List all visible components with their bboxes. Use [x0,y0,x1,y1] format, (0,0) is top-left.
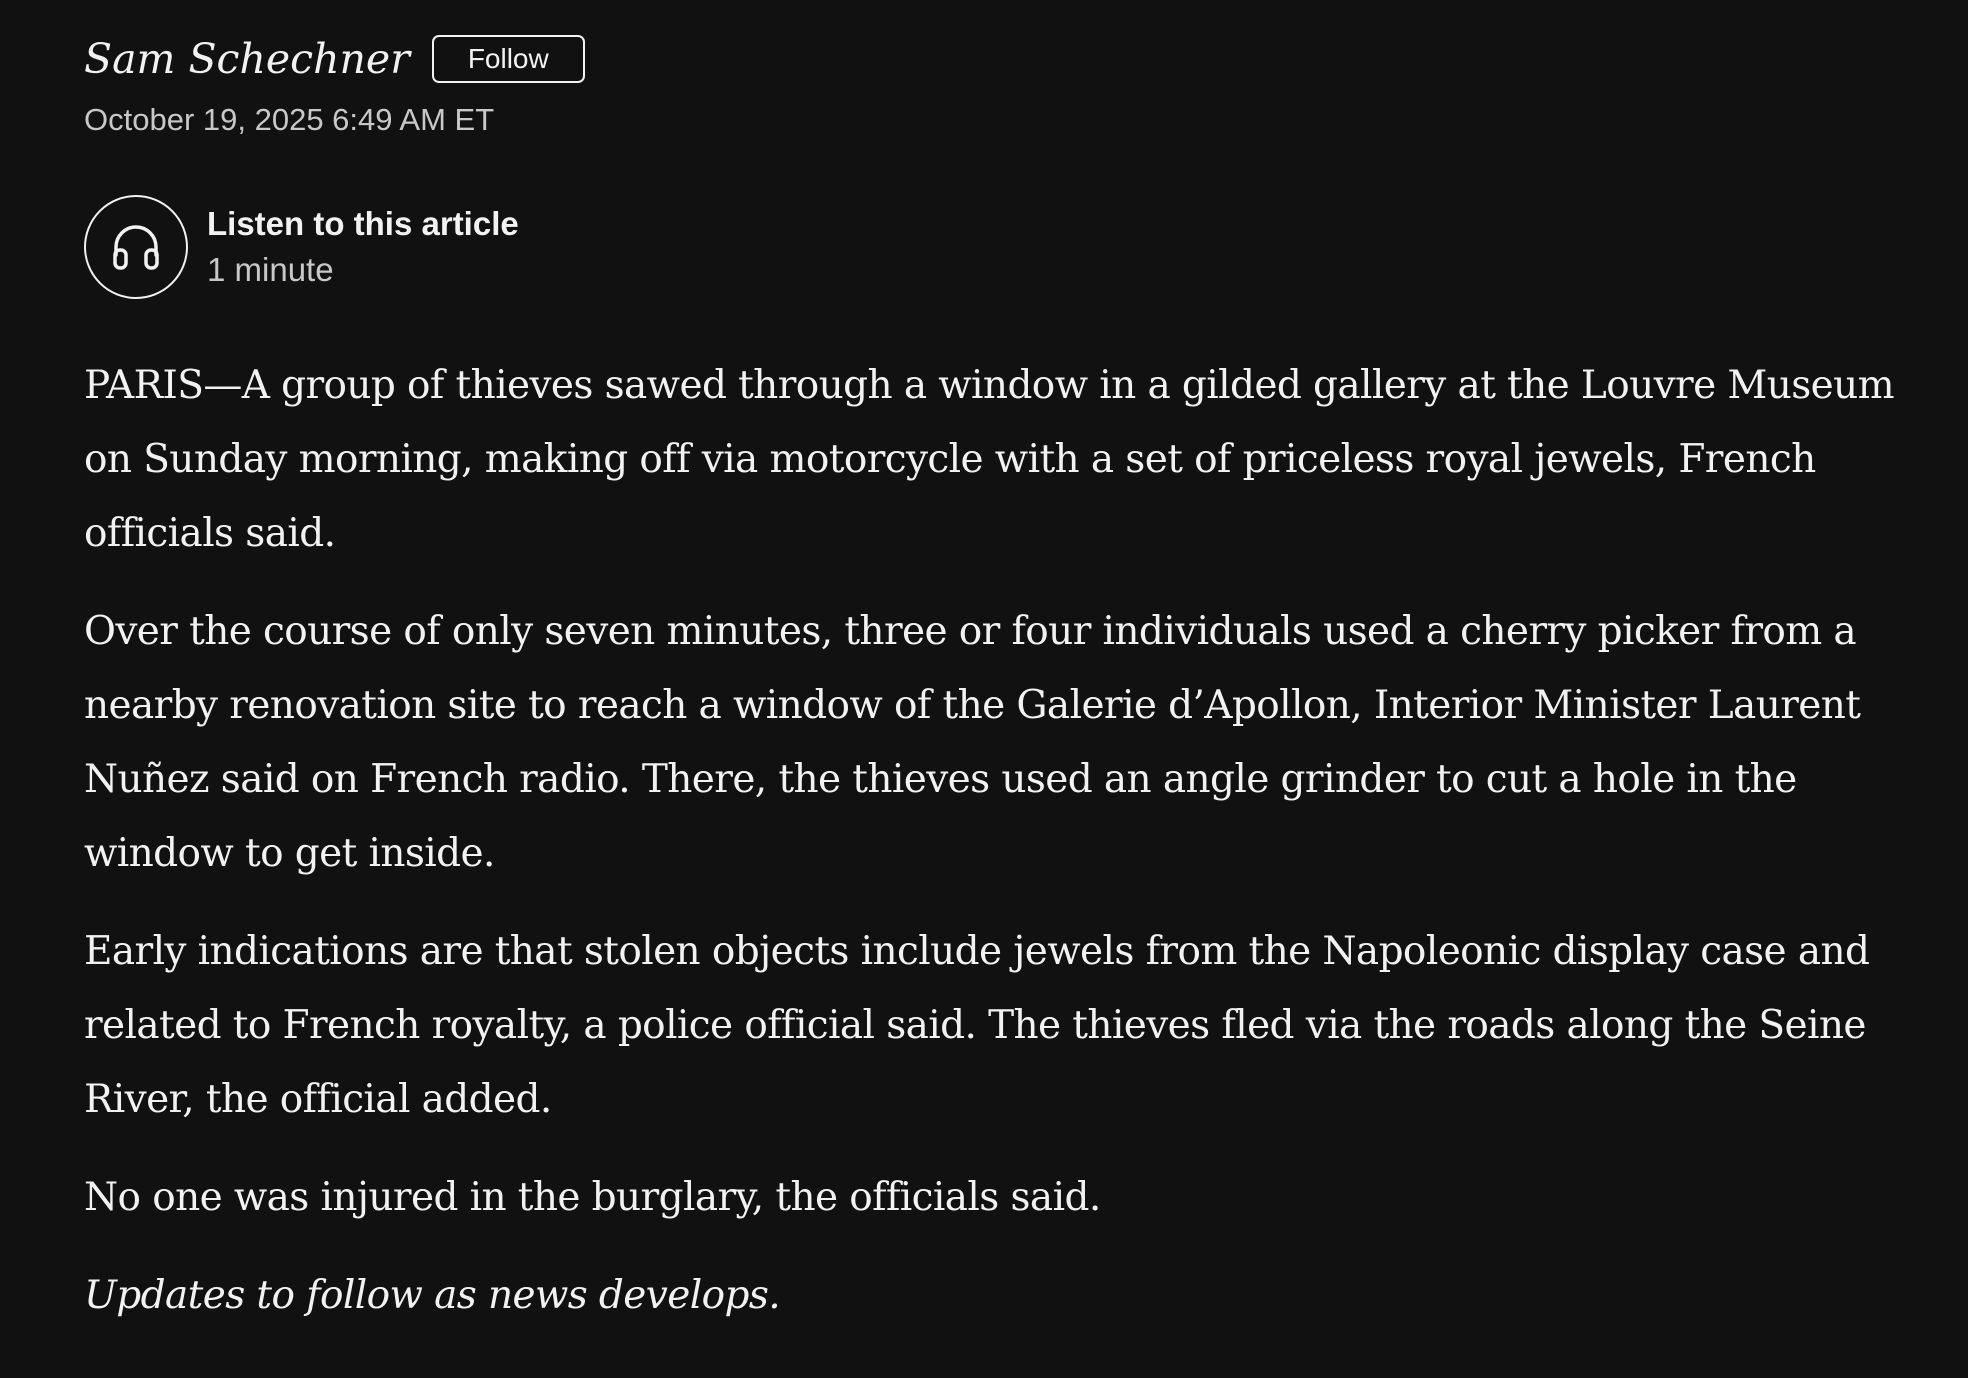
listen-duration: 1 minute [207,251,334,288]
follow-button[interactable]: Follow [432,35,585,83]
update-note: Updates to follow as news develops. [84,1273,781,1318]
headphones-icon [108,219,164,275]
byline [84,30,1904,88]
listen-text [207,201,519,293]
article-paragraph: Early indications are that stolen objects include jewels from the Napoleonic display case and related to French royalty, a police official said. The thieves fled via the roads along the Seine River, the official added. [84,929,1870,1122]
author-name[interactable]: Sam Schechner [84,34,410,83]
article-paragraph: PARIS—A group of thieves sawed through a window in a gilded gallery at the Louvre Museum on Sunday morning, making off via motorcycle with a set of priceless royal jewels, French officials said. [84,363,1895,556]
listen-title[interactable]: Listen to this article [207,205,519,242]
article-paragraph: No one was injured in the burglary, the officials said. [84,1175,1101,1220]
article-paragraph: Over the course of only seven minutes, three or four individuals used a cherry picker from a nearby renovation site to reach a window of the Galerie d’Apollon, Interior Minister Laurent Nuñez said on French radio. There, the thieves used an angle grinder to cut a hole in the window to get inside. [84,609,1861,876]
article-container [84,30,1904,1357]
play-audio-button[interactable] [84,195,188,299]
article-body [84,349,1904,1333]
listen-widget[interactable] [84,195,1904,299]
publish-timestamp: October 19, 2025 6:49 AM ET [84,102,495,137]
